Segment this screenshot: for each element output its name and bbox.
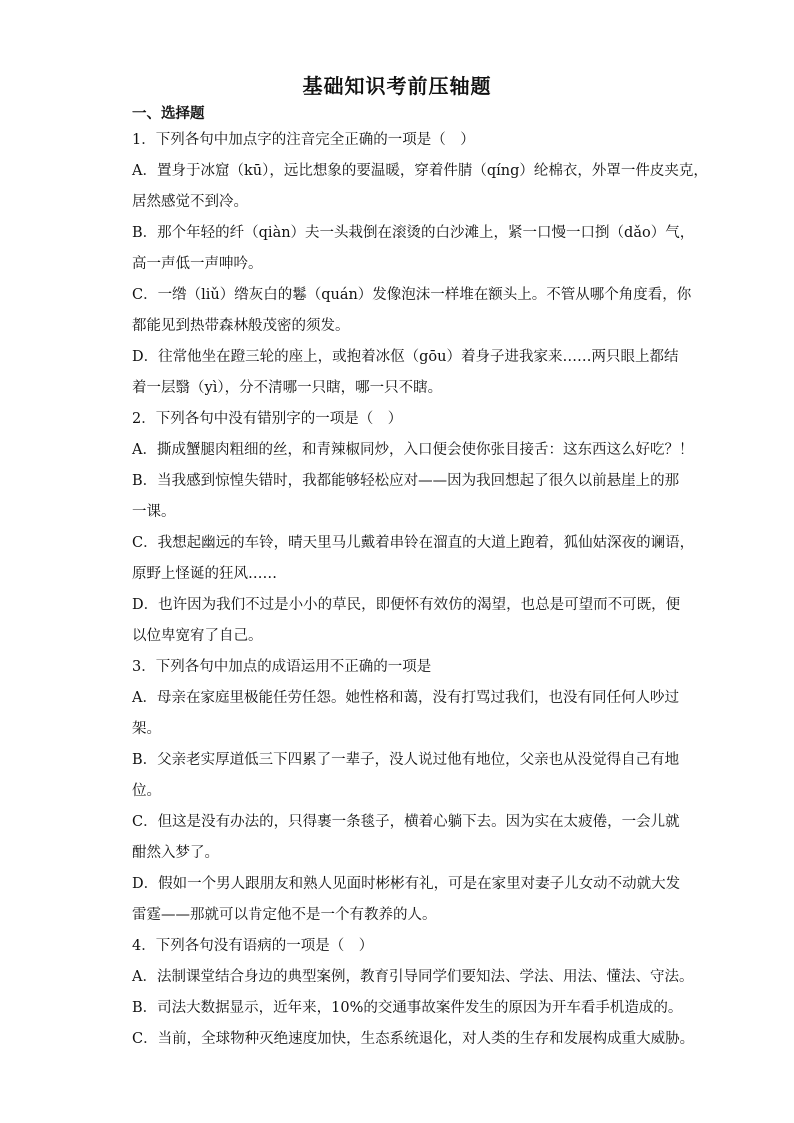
- text-line: C．一绺（liǔ）绺灰白的鬈（quán）发像泡沫一样堆在额头上。不管从哪个角度看，你: [132, 287, 692, 303]
- text-line: D．假如一个男人跟朋友和熟人见面时彬彬有礼，可是在家里对妻子儿女动不动就大发: [132, 876, 681, 892]
- section-heading: 一、选择题: [132, 105, 205, 122]
- text-line: B．司法大数据显示，近年来，10%的交通事故案件发生的原因为开车看手机造成的。: [132, 1000, 683, 1016]
- text-line: 都能见到热带森林般茂密的须发。: [132, 318, 350, 334]
- text-line: A．母亲在家庭里极能任劳任怨。她性格和蔼，没有打骂过我们，也没有同任何人吵过: [132, 690, 679, 706]
- text-line: 以位卑宽宥了自己。: [132, 628, 263, 644]
- question-content: [132, 125, 708, 1055]
- text-line: 酣然入梦了。: [132, 845, 219, 861]
- text-line: 雷霆——那就可以肯定他不是一个有教养的人。: [132, 907, 437, 923]
- text-line: 架。: [132, 721, 161, 737]
- text-line: 2．下列各句中没有错别字的一项是（ ）: [132, 411, 403, 427]
- text-line: C．但这是没有办法的，只得裹一条毯子，横着心躺下去。因为实在太疲倦，一会儿就: [132, 814, 680, 830]
- text-line: 高一声低一声呻吟。: [132, 256, 263, 272]
- text-line: 4．下列各句没有语病的一项是（ ）: [132, 938, 374, 954]
- text-line: B．当我感到惊惶失错时，我都能够轻松应对——因为我回想起了很久以前悬崖上的那: [132, 473, 680, 489]
- text-line: 位。: [132, 783, 161, 799]
- text-line: B．那个年轻的纤（qiàn）夫一头栽倒在滚烫的白沙滩上，紧一口慢一口捯（dǎo）气，: [132, 225, 695, 241]
- text-line: 原野上怪诞的狂风……: [132, 566, 277, 582]
- document-title: 基础知识考前压轴题: [302, 74, 492, 98]
- text-line: B．父亲老实厚道低三下四累了一辈子，没人说过他有地位，父亲也从没觉得自己有地: [132, 752, 680, 768]
- text-line: 着一层翳（yì），分不清哪一只瞎，哪一只不瞎。: [132, 380, 443, 396]
- text-line: 3．下列各句中加点的成语运用不正确的一项是: [132, 659, 432, 675]
- text-line: D．也许因为我们不过是小小的草民，即便怀有效仿的渴望，也总是可望而不可既，便: [132, 597, 681, 613]
- text-line: C．我想起幽远的车铃，晴天里马儿戴着串铃在溜直的大道上跑着，狐仙姑深夜的谰语，: [132, 535, 695, 551]
- text-line: 居然感觉不到冷。: [132, 194, 248, 210]
- text-line: C．当前，全球物种灭绝速度加快，生态系统退化，对人类的生存和发展构成重大威胁。: [132, 1031, 695, 1047]
- text-line: 1．下列各句中加点字的注音完全正确的一项是（ ）: [132, 132, 475, 148]
- text-line: A．法制课堂结合身边的典型案例，教育引导同学们要知法、学法、用法、懂法、守法。: [132, 969, 694, 985]
- text-line: 一课。: [132, 504, 176, 520]
- text-line: A．置身于冰窟（kū），远比想象的要温暖，穿着件腈（qíng）纶棉衣，外罩一件皮夹克，: [132, 163, 708, 179]
- text-line: A．撕成蟹腿肉粗细的丝，和青辣椒同炒，入口便会使你张目接舌：这东西这么好吃？！: [132, 442, 694, 458]
- text-line: D．往常他坐在蹬三轮的座上，或抱着冰伛（gōu）着身子进我家来……两只眼上都结: [132, 349, 679, 365]
